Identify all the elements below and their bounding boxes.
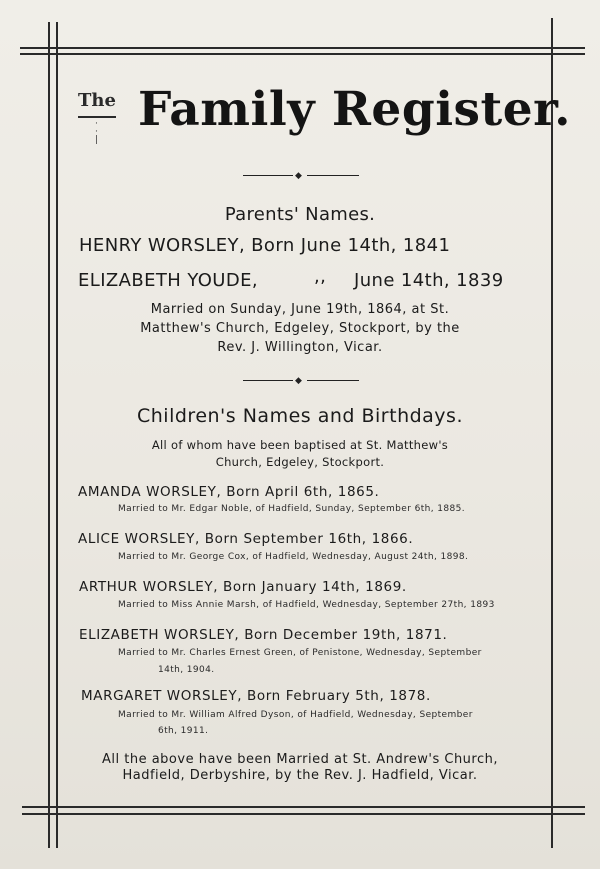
baptism-line-2: Church, Edgeley, Stockport. [215, 455, 385, 469]
children-heading: Children's Names and Birthdays. [137, 405, 463, 427]
child-marriage: Married to Mr. William Alfred Dyson, of Hadfield, Wednesday, September [118, 710, 473, 720]
baptism-line-1: All of whom have been baptised at St. Matthew's [151, 438, 449, 452]
footer-line-1: All the above have been Married at St. Andrew's Church, [102, 752, 498, 767]
mother-born: June 14th, 1839 [354, 270, 504, 291]
ornament-divider: ◆ [243, 376, 359, 386]
title-prefix-dots: · · | [95, 119, 99, 145]
border-bottom-outer [22, 806, 585, 808]
child-name: AMANDA WORSLEY, Born April 6th, 1865. [78, 484, 380, 500]
child-name: ARTHUR WORSLEY, Born January 14th, 1869. [79, 579, 407, 595]
marriage-line-3: Rev. J. Willington, Vicar. [217, 340, 383, 355]
child-marriage: Married to Mr. George Cox, of Hadfield, Wednesday, August 24th, 1898. [118, 552, 469, 562]
border-top-inner [20, 53, 585, 55]
title-prefix-rule [78, 116, 116, 118]
child-marriage-cont: 6th, 1911. [158, 726, 209, 736]
mother-ditto: ,, [314, 266, 327, 287]
footer-line-2: Hadfield, Derbyshire, by the Rev. J. Hadfield, Vicar. [122, 768, 478, 783]
ornament-divider: ◆ [243, 171, 359, 181]
parents-heading: Parents' Names. [224, 204, 376, 225]
father-line: HENRY WORSLEY, Born June 14th, 1841 [79, 235, 451, 256]
title-block [0, 82, 600, 162]
child-name: MARGARET WORSLEY, Born February 5th, 1878. [81, 688, 431, 704]
marriage-line-2: Matthew's Church, Edgeley, Stockport, by the [140, 321, 460, 336]
border-bottom-inner [22, 813, 585, 815]
page-title: Family Register. [138, 82, 571, 137]
marriage-line-1: Married on Sunday, June 19th, 1864, at St. [150, 302, 450, 317]
child-name: ELIZABETH WORSLEY, Born December 19th, 1871. [79, 627, 448, 643]
child-name: ALICE WORSLEY, Born September 16th, 1866. [78, 531, 414, 547]
child-marriage: Married to Mr. Charles Ernest Green, of Penistone, Wednesday, September [118, 648, 482, 658]
mother-name: ELIZABETH YOUDE, [78, 270, 259, 291]
child-marriage: Married to Mr. Edgar Noble, of Hadfield, Sunday, September 6th, 1885. [118, 504, 466, 514]
child-marriage: Married to Miss Annie Marsh, of Hadfield, Wednesday, September 27th, 1893 [118, 600, 495, 610]
child-marriage-cont: 14th, 1904. [158, 665, 215, 675]
title-prefix: The [78, 90, 116, 111]
border-top-outer [20, 47, 585, 49]
